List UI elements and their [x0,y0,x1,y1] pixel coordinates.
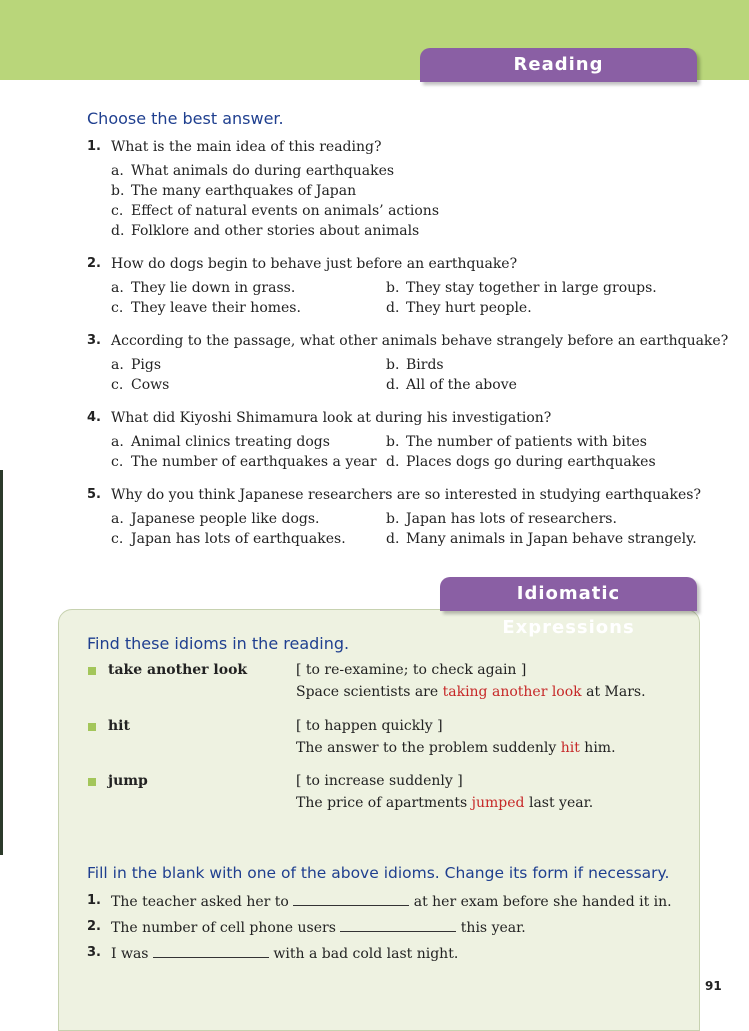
item-number: 1. [87,893,101,908]
bullet-icon [88,778,96,786]
question-text: Why do you think Japanese researchers are so interested in studying earthquakes? [111,487,701,503]
bullet-icon [88,667,96,675]
answer-blank[interactable] [293,893,409,906]
option-text: Places dogs go during earthquakes [406,454,656,470]
idiom-term: hit [108,718,130,734]
option [111,300,301,316]
item-number: 2. [87,919,101,934]
question-text: What is the main idea of this reading? [111,139,382,155]
item-text [111,919,526,936]
item-text [111,945,458,962]
item-text-before: The number of cell phone users [111,920,341,936]
example-text: Space scientists are [296,684,443,700]
option [386,454,656,470]
idiom-example [296,740,616,756]
option-label: d. [386,454,400,470]
question-number: 5. [87,487,101,502]
option-label: d. [386,531,400,547]
option-text: Animal clinics treating dogs [131,434,330,450]
option-text: The many earthquakes of Japan [131,183,357,199]
page-number: 91 [705,979,722,993]
bullet-icon [88,723,96,731]
option [111,163,394,179]
question-text: According to the passage, what other animals behave strangely before an earthquake? [111,333,729,349]
option [111,357,161,373]
example-text: The price of apartments [296,795,472,811]
option-text: They lie down in grass. [131,280,296,296]
option-label: a. [111,434,124,450]
example-highlight: jumped [471,795,525,811]
option-text: They hurt people. [406,300,532,316]
question-text: What did Kiyoshi Shimamura look at during his investigation? [111,410,552,426]
option-text: Birds [406,357,444,373]
example-text: him. [579,740,616,756]
option-text: What animals do during earthquakes [131,163,395,179]
option-label: c. [111,377,124,393]
option-text: Effect of natural events on animals’ actions [131,203,439,219]
item-text-after: with a bad cold last night. [268,946,459,962]
question-text: How do dogs begin to behave just before an earthquake? [111,256,518,272]
option-label: d. [111,223,125,239]
option [111,280,295,296]
option-label: d. [386,300,400,316]
option [111,511,320,527]
option-label: a. [111,163,124,179]
idiom-example [296,795,593,811]
option [111,183,356,199]
question-number: 3. [87,333,101,348]
find-idioms-heading: Find these idioms in the reading. [87,634,350,653]
option-label: b. [111,183,125,199]
option [386,300,532,316]
option-label: c. [111,203,124,219]
item-number: 3. [87,945,101,960]
item-text-before: I was [111,946,153,962]
idiom-example [296,684,646,700]
question-number: 4. [87,410,101,425]
reading-comprehension-tab: Reading Comprehension [420,48,697,82]
idiomatic-expressions-tab: Idiomatic Expressions [440,577,697,611]
example-text: at Mars. [581,684,646,700]
idiom-definition: [ to increase suddenly ] [296,773,463,789]
option [111,454,377,470]
option [386,280,657,296]
option-label: b. [386,280,400,296]
option-text: All of the above [406,377,517,393]
item-text-after: this year. [456,920,526,936]
option [111,377,169,393]
option-text: Japan has lots of earthquakes. [131,531,346,547]
option [386,377,517,393]
option-label: a. [111,357,124,373]
option [386,531,697,547]
example-text: The answer to the problem suddenly [296,740,561,756]
option [111,203,439,219]
fill-in-heading: Fill in the blank with one of the above idioms. Change its form if necessary. [87,864,670,882]
answer-blank[interactable] [340,919,456,932]
option-label: c. [111,454,124,470]
option-text: The number of patients with bites [406,434,647,450]
option [386,357,444,373]
example-highlight: hit [560,740,580,756]
item-text-after: at her exam before she handed it in. [409,894,672,910]
option-label: b. [386,357,400,373]
left-edge-strip [0,470,3,855]
idiom-term: jump [108,773,148,789]
option-label: a. [111,511,124,527]
option-text: Cows [131,377,170,393]
option-label: a. [111,280,124,296]
option-text: Japan has lots of researchers. [406,511,617,527]
example-highlight: taking another look [442,684,582,700]
option-text: The number of earthquakes a year [131,454,377,470]
choose-answer-heading: Choose the best answer. [87,109,284,128]
option [111,531,346,547]
item-text-before: The teacher asked her to [111,894,294,910]
option-label: c. [111,531,124,547]
answer-blank[interactable] [153,945,269,958]
option-text: Many animals in Japan behave strangely. [406,531,697,547]
option-text: They stay together in large groups. [406,280,657,296]
idiom-definition: [ to happen quickly ] [296,718,443,734]
question-number: 1. [87,139,101,154]
example-text: last year. [524,795,594,811]
option [386,434,647,450]
option-text: Folklore and other stories about animals [131,223,420,239]
option-label: c. [111,300,124,316]
item-text [111,893,672,910]
option [111,223,419,239]
option-label: d. [386,377,400,393]
option-label: b. [386,434,400,450]
idiom-definition: [ to re-examine; to check again ] [296,662,527,678]
option-label: b. [386,511,400,527]
idiom-term: take another look [108,662,248,678]
option [386,511,617,527]
option-text: Japanese people like dogs. [131,511,320,527]
question-number: 2. [87,256,101,271]
option-text: They leave their homes. [131,300,301,316]
option [111,434,330,450]
option-text: Pigs [131,357,162,373]
